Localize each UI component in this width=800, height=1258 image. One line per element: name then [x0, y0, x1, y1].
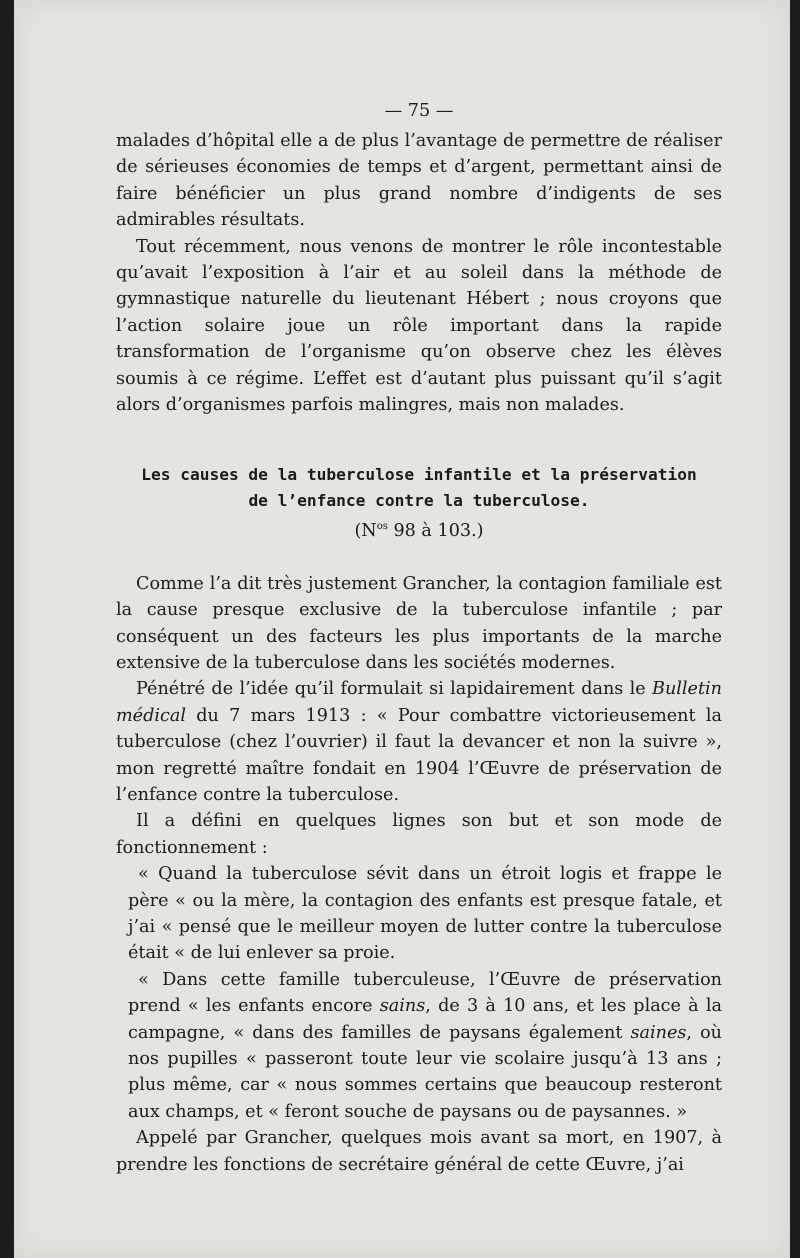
p2-text-a: Pénétré de l’idée qu’il formulait si lapidairement dans le	[136, 679, 653, 700]
paragraph-appointment: Appelé par Grancher, quelques mois avant sa mort, en 1907, à prendre les fonctions de secrétaire général de cette Œuvre, j’ai	[116, 1128, 722, 1175]
quote2-text-b: , de 3 à 10 ans, et les place à la campagne, « dans des familles de paysans également	[128, 996, 722, 1043]
section-references	[116, 514, 722, 544]
quotation	[116, 861, 722, 1125]
quote-paragraph-1: « Quand la tuberculose sévit dans un étroit logis et frappe le père « ou la mère, la contagion des enfants est presque fatale, et j’ai « pensé que le meilleur moyen de lutter contre la tuberculose était « de lui enlever sa proie.	[128, 864, 722, 964]
quote-paragraph-2	[116, 967, 722, 1125]
paragraph-continuation: malades d’hôpital elle a de plus l’avantage de permettre de réaliser de sérieuses économies de temps et d’argent, permettant ainsi de faire bénéficier un plus grand nombre d’indigents de ses admirables résultats.	[116, 131, 722, 231]
section-heading-line-1: Les causes de la tuberculose infantile et la préservation	[141, 465, 697, 485]
p2-italic-bulletin: Bulletin médical	[116, 679, 722, 726]
section-heading	[116, 462, 722, 514]
paragraph-contagion: Comme l’a dit très justement Grancher, la contagion familiale est la cause presque exclusive de la tuberculose infantile ; par conséquent un des facteurs les plus importants de la marche extensive de la tuberculose dans les sociétés modernes.	[116, 573, 722, 673]
paragraph-heliotherapy: Tout récemment, nous venons de montrer le rôle incontestable qu’avait l’exposition à l’air et au soleil dans la méthode de gymnastique naturelle du lieutenant Hébert ; nous croyons que l’action solaire joue un rôle important dans la rapide transformation de l’organisme qu’on observe chez les élèves soumis à ce régime. L’effet est d’autant plus puissant qu’il s’agit alors d’organismes parfois malingres, mais non malades.	[116, 236, 722, 416]
quote2-text-c: , où nos pupilles « passeront toute leur vie scolaire jusqu’à 13 ans ; plus même, car « nous sommes certains que beaucoup resteront aux champs, et « feront souche de paysans ou de paysannes. »	[128, 1022, 722, 1122]
quote2-italic-sains: sains	[379, 996, 426, 1017]
quote2-italic-saines: saines	[630, 1022, 687, 1043]
refs-prefix: (N	[354, 521, 377, 542]
refs-superscript: os	[376, 521, 388, 533]
page-text	[116, 96, 722, 1178]
section-heading-line-2: de l’enfance contre la tuberculose.	[248, 491, 590, 511]
p2-text-b: du 7 mars 1913 : « Pour combattre victorieusement la tuberculose (chez l’ouvrier) il faut la devancer et non la suivre », mon regretté maître fondait en 1904 l’Œuvre de préservation de l’enfance contre la tuberculose.	[116, 705, 722, 805]
page-number: — 75 —	[384, 101, 454, 121]
book-page	[14, 0, 790, 1258]
paragraph-grancher	[116, 676, 722, 808]
refs-suffix: 98 à 103.)	[387, 521, 484, 542]
quote2-text-a: « Dans cette famille tuberculeuse, l’Œuvre de préservation prend « les enfants encore	[128, 969, 722, 1017]
paragraph-definition: Il a défini en quelques lignes son but et son mode de fonctionnement :	[116, 811, 722, 858]
